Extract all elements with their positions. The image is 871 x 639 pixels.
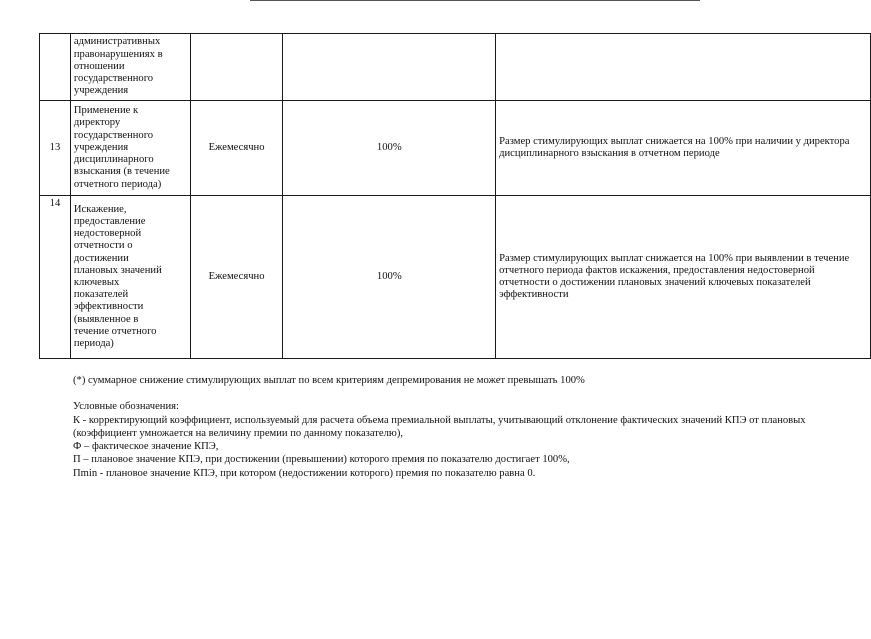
value-cell <box>283 34 496 101</box>
criterion-cell <box>70 34 190 101</box>
notes-section <box>73 374 863 480</box>
table-row <box>40 101 871 196</box>
legend-item: П – плановое значение КПЭ, при достижении (превышении) которого премия по показателю достигает 100%, <box>73 454 570 466</box>
legend-title: Условные обозначения: <box>73 401 179 413</box>
scan-edge-line <box>250 0 700 1</box>
footnote: (*) суммарное снижение стимулирующих выплат по всем критериям депремирования не может превышать 100% <box>73 375 585 386</box>
criterion-line: показателей <box>73 289 129 301</box>
criterion-cell <box>70 196 190 359</box>
criterion-line: эффективности <box>73 301 144 313</box>
table-row <box>40 196 871 359</box>
frequency-cell: Ежемесячно <box>190 196 283 359</box>
criterion-line: (выявленное в <box>73 313 139 325</box>
description-cell: Размер стимулирующих выплат снижается на 100% при выявлении в течение отчетного периода фактов искажения, предоставления недостоверной отчетности о достижении плановых значений ключевых показателей эффективности <box>496 196 871 359</box>
criterion-line: плановых значений <box>73 264 162 276</box>
criterion-line: взыскания (в течение <box>73 166 170 178</box>
criterion-line: директору <box>73 117 121 129</box>
criterion-line: учреждения <box>73 141 129 153</box>
criterion-line: Искажение, <box>73 203 127 215</box>
criterion-line: государственного <box>73 73 154 85</box>
frequency-cell <box>190 34 283 101</box>
description-cell: Размер стимулирующих выплат снижается на 100% при наличии у директора дисциплинарного взыскания в отчетном периоде <box>496 101 871 196</box>
table-row <box>40 34 871 101</box>
criterion-line: учреждения <box>73 85 129 97</box>
criterion-line: ключевых <box>73 277 120 288</box>
legend-item: Пmin - плановое значение КПЭ, при котором (недостижении которого) премия по показателю равна 0. <box>73 467 536 479</box>
criterion-line: течение отчетного <box>73 325 157 337</box>
legend-item: Ф – фактическое значение КПЭ, <box>73 441 219 453</box>
criterion-line: достижении <box>73 252 129 264</box>
row-number: 13 <box>40 101 71 196</box>
criterion-line: периода) <box>73 338 114 350</box>
legend-item: К - корректирующий коэффициент, используемый для расчета объема премиальной выплаты, учитывающий отклонение фактических значений КПЭ от плановых (коэффициент умножается на величину премии по данному показателю), <box>73 414 806 439</box>
row-number <box>40 34 71 101</box>
criterion-line: государственного <box>73 129 154 141</box>
description-cell <box>496 34 871 101</box>
criterion-line: отношении <box>73 60 125 72</box>
criterion-line: Применение к <box>73 105 139 117</box>
value-cell: 100% <box>283 196 496 359</box>
criterion-line: правонарушениях в <box>73 48 163 60</box>
criterion-line: административных <box>73 36 161 48</box>
criterion-line: дисциплинарного <box>73 154 154 166</box>
criterion-line: предоставление <box>73 215 146 227</box>
frequency-cell: Ежемесячно <box>190 101 283 196</box>
criterion-line: отчетного периода) <box>73 178 162 190</box>
depremiation-criteria-table <box>39 33 871 359</box>
criterion-line: отчетности о <box>73 240 133 252</box>
row-number: 14 <box>40 196 71 359</box>
criterion-cell <box>70 101 190 196</box>
value-cell: 100% <box>283 101 496 196</box>
criterion-line: недостоверной <box>73 228 142 240</box>
